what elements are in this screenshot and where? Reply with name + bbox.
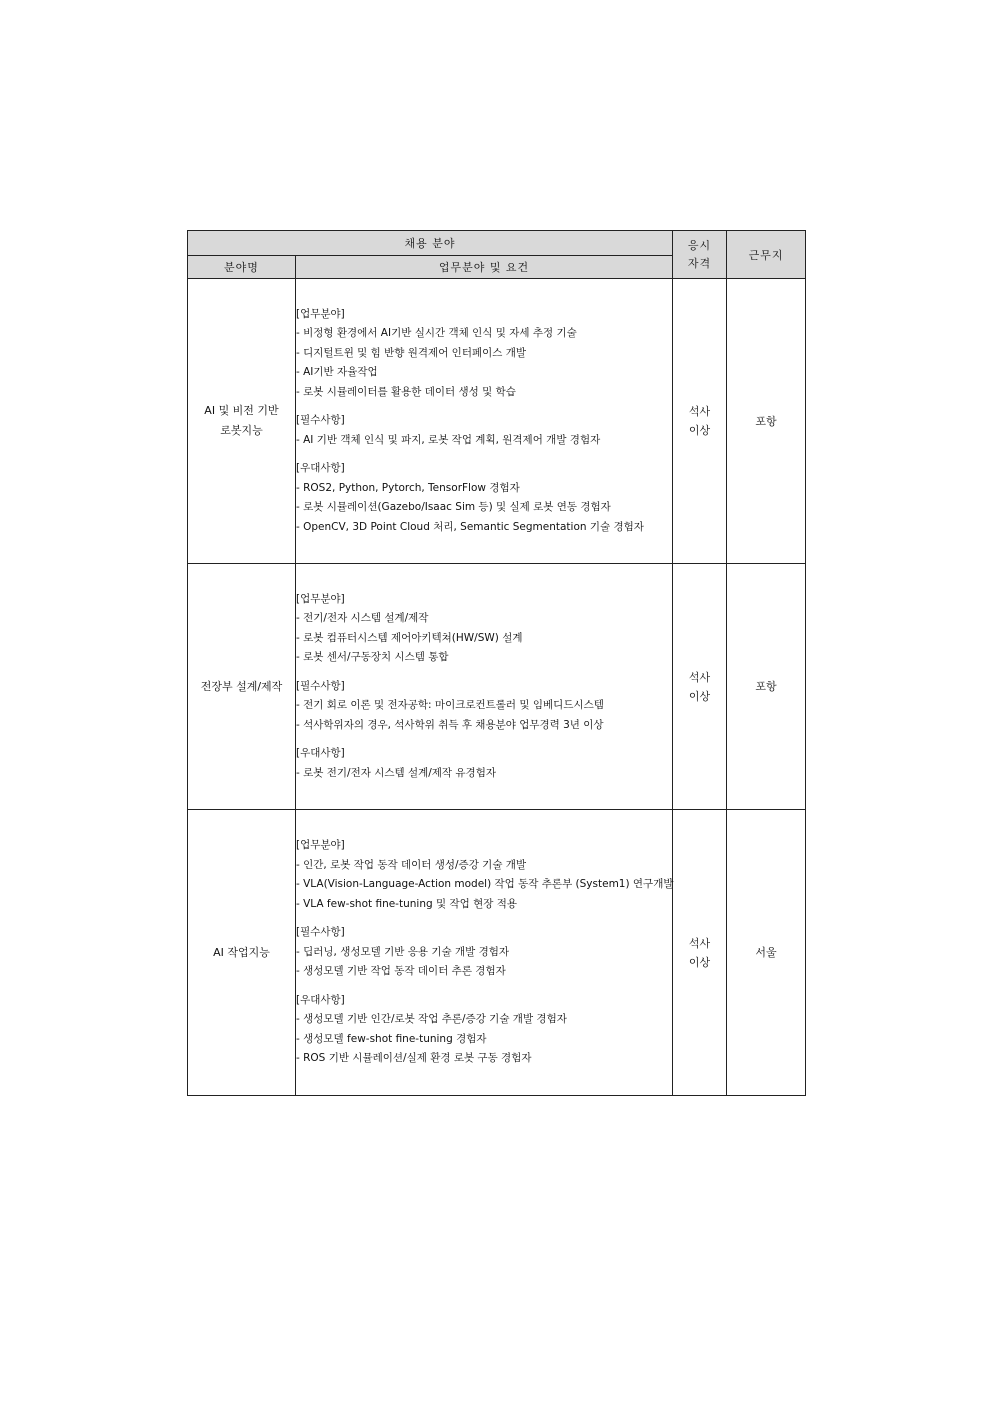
field-name-cell: 전장부 설계/제작 [188,564,296,810]
section-title: [필수사항] [296,679,345,692]
list-item: - VLA(Vision-Language-Action model) 작업 동작 추론부 (System1) 연구개발 [296,878,674,891]
section-title: [업무분야] [296,307,345,320]
table-row [188,810,806,1096]
table-row [188,279,806,564]
list-item: - 석사학위자의 경우, 석사학위 취득 후 채용분야 업무경력 3년 이상 [296,718,604,731]
location-cell: 포항 [727,279,806,564]
list-item: - AI기반 자율작업 [296,366,378,379]
requirement-section [296,923,672,982]
list-item: - 로봇 센서/구동장치 시스템 통합 [296,651,449,664]
list-item: - 비정형 환경에서 AI기반 실시간 객체 인식 및 자세 추정 기술 [296,327,577,340]
list-item: - 생성모델 기반 작업 동작 데이터 추론 경험자 [296,965,506,978]
qualification-cell [673,564,727,810]
details-cell [296,564,673,810]
qualification-cell [673,279,727,564]
requirement-section [296,744,672,783]
qualification-cell [673,810,727,1096]
requirement-section [296,677,672,736]
list-item: - 생성모델 기반 인간/로봇 작업 추론/증강 기술 개발 경험자 [296,1013,567,1026]
requirement-section [296,411,672,450]
list-item: - 로봇 전기/전자 시스템 설계/제작 유경험자 [296,766,496,779]
requirement-section [296,305,672,403]
header-qualification [673,231,727,279]
list-item: - VLA few-shot fine-tuning 및 작업 현장 적용 [296,897,517,910]
list-item: - 전기 회로 이론 및 전자공학: 마이크로컨트롤러 및 임베디드시스템 [296,699,604,712]
recruitment-table [187,230,806,1096]
qualification-text: 석사 이상 [688,670,711,703]
list-item: - 디지털트윈 및 힘 반향 원격제어 인터페이스 개발 [296,346,527,359]
list-item: - 전기/전자 시스템 설계/제작 [296,612,429,625]
list-item: - 로봇 컴퓨터시스템 제어아키텍쳐(HW/SW) 설계 [296,631,523,644]
section-title: [필수사항] [296,414,345,427]
list-item: - ROS2, Python, Pytorch, TensorFlow 경험자 [296,481,520,494]
list-item: - AI 기반 객체 인식 및 파지, 로봇 작업 계획, 원격제어 개발 경험자 [296,433,601,446]
section-title: [우대사항] [296,462,345,475]
header-qualification-label: 응시 자격 [687,238,712,270]
header-duties-requirements: 업무분야 및 요건 [296,256,673,279]
qualification-text: 석사 이상 [688,936,711,969]
header-recruit-field: 채용 분야 [188,231,673,256]
field-name-cell: AI 작업지능 [188,810,296,1096]
requirement-section [296,590,672,668]
list-item: - 로봇 시뮬레이션(Gazebo/Isaac Sim 등) 및 실제 로봇 연동 경험자 [296,501,611,514]
details-cell [296,810,673,1096]
qualification-text: 석사 이상 [688,405,711,437]
list-item: - 딥러닝, 생성모델 기반 응용 기술 개발 경험자 [296,945,510,958]
header-field-name: 분야명 [188,256,296,279]
location-cell: 서울 [727,810,806,1096]
list-item: - ROS 기반 시뮬레이션/실제 환경 로봇 구동 경험자 [296,1052,532,1065]
section-title: [업무분야] [296,592,345,605]
section-title: [우대사항] [296,993,345,1006]
header-location: 근무지 [727,231,806,279]
requirement-section [296,991,672,1069]
table-row [188,564,806,810]
location-cell: 포항 [727,564,806,810]
requirement-section [296,459,672,537]
section-title: [우대사항] [296,747,345,760]
section-title: [필수사항] [296,926,345,939]
list-item: - 로봇 시뮬레이터를 활용한 데이터 생성 및 학습 [296,385,516,398]
details-cell [296,279,673,564]
requirement-section [296,836,672,914]
field-name-cell: AI 및 비전 기반 로봇지능 [188,279,296,564]
list-item: - 인간, 로봇 작업 동작 데이터 생성/증강 기술 개발 [296,858,527,871]
list-item: - 생성모델 few-shot fine-tuning 경험자 [296,1032,487,1045]
list-item: - OpenCV, 3D Point Cloud 처리, Semantic Segmentation 기술 경험자 [296,520,644,533]
section-title: [업무분야] [296,839,345,852]
